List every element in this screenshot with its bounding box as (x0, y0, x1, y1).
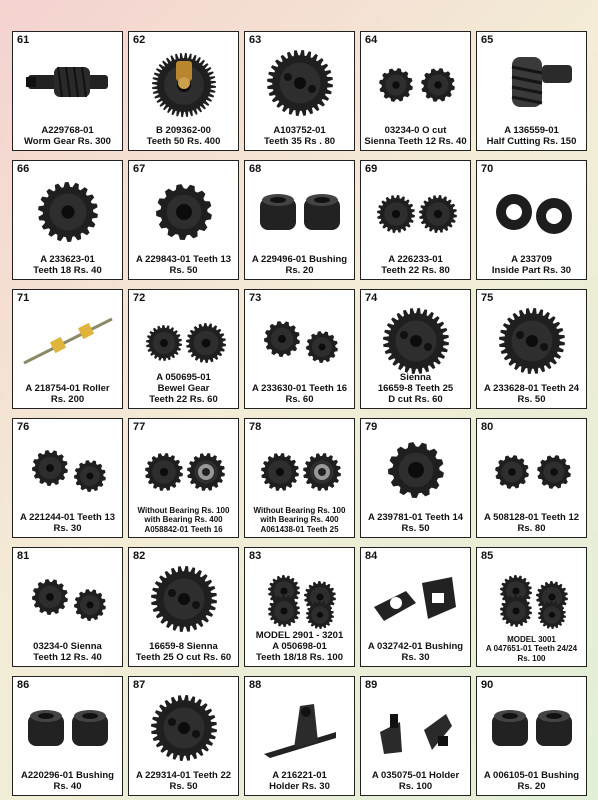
caption-line: Rs. 200 (50, 394, 85, 405)
item-number: 64 (365, 34, 378, 46)
item-number: 69 (365, 163, 378, 175)
item-number: 73 (249, 292, 262, 304)
product-card (476, 547, 587, 667)
product-card (128, 289, 239, 409)
bushing-pair-icon (245, 175, 354, 247)
caption-line: with Bearing Rs. 400 (144, 515, 223, 524)
item-caption (478, 383, 585, 405)
caption-line: A 233623-01 (40, 254, 95, 265)
caption-line: Worm Gear Rs. 300 (24, 136, 111, 147)
item-number: 68 (249, 163, 262, 175)
item-number: 70 (481, 163, 494, 175)
double-gear-pair-icon (245, 562, 354, 634)
caption-line: Rs. 40 (53, 781, 82, 792)
caption-line: Rs. 100 (398, 781, 433, 792)
product-card (360, 289, 471, 409)
item-caption (130, 125, 237, 147)
half-cutting-worm-icon (477, 46, 586, 118)
product-card (12, 160, 123, 280)
caption-line: A 032742-01 Bushing (367, 641, 464, 652)
product-card (360, 547, 471, 667)
caption-line: Bewel Gear (157, 383, 210, 394)
stepped-gear-pair-icon (13, 433, 122, 505)
item-caption (478, 254, 585, 276)
caption-line: Without Bearing Rs. 100 (253, 505, 346, 515)
caption-line: MODEL 2901 - 3201 (255, 630, 344, 641)
caption-line: Holder Rs. 30 (269, 781, 330, 792)
holder-bracket-icon (245, 691, 354, 763)
large-gear-icon (361, 304, 470, 376)
caption-line: A229768-01 (41, 125, 94, 136)
caption-line: D cut Rs. 60 (388, 394, 443, 405)
caption-line: Rs. 50 (169, 781, 198, 792)
product-card (128, 418, 239, 538)
bearing-gear-pair-icon (129, 433, 238, 505)
item-number: 84 (365, 550, 378, 562)
item-number: 88 (249, 679, 262, 691)
gear-with-brass-hub-icon (129, 46, 238, 118)
caption-line: A 216221-01 (272, 770, 327, 781)
caption-line: A 047651-01 Teeth 24/24 (485, 644, 578, 653)
holder-pair-icon (361, 691, 470, 763)
item-caption (362, 770, 469, 792)
caption-line: Rs. 50 (169, 265, 198, 276)
caption-line: A 221244-01 Teeth 13 (19, 512, 116, 523)
item-number: 61 (17, 34, 30, 46)
caption-line: A 233709 (511, 254, 552, 265)
product-card (244, 547, 355, 667)
caption-line: A103752-01 (273, 125, 326, 136)
caption-line: MODEL 3001 (507, 634, 556, 644)
item-caption (478, 635, 585, 664)
product-card (476, 160, 587, 280)
item-number: 90 (481, 679, 494, 691)
item-caption (362, 254, 469, 276)
item-caption (14, 512, 121, 534)
caption-line: A 233630-01 Teeth 16 (251, 383, 348, 394)
item-caption (362, 372, 469, 405)
caption-line: Sienna Teeth 12 Rs. 40 (364, 136, 467, 147)
item-caption (362, 125, 469, 147)
bracket-bushing-icon (361, 562, 470, 634)
caption-line: A 229496-01 Bushing (251, 254, 348, 265)
item-caption (14, 770, 121, 792)
product-card (12, 31, 123, 151)
item-caption (130, 770, 237, 792)
product-card (244, 289, 355, 409)
caption-line: Teeth 22 Rs. 80 (381, 265, 450, 276)
caption-line: A 218754-01 Roller (25, 383, 110, 394)
caption-line: Rs. 50 (517, 394, 546, 405)
caption-line: Inside Part Rs. 30 (491, 265, 572, 276)
item-caption (246, 506, 353, 535)
caption-line: A 006105-01 Bushing (483, 770, 580, 781)
caption-line: 16659-8 Teeth 25 (377, 383, 454, 394)
bevel-gear-icon (129, 304, 238, 376)
product-card (476, 31, 587, 151)
caption-line: Teeth 35 Rs . 80 (263, 136, 336, 147)
item-number: 65 (481, 34, 494, 46)
item-number: 72 (133, 292, 146, 304)
product-card (244, 31, 355, 151)
bushing-pair-icon (477, 691, 586, 763)
item-number: 75 (481, 292, 494, 304)
product-card (476, 289, 587, 409)
product-card (128, 676, 239, 796)
caption-line: Rs. 100 (517, 653, 546, 663)
caption-line: Teeth 50 Rs. 400 (146, 136, 221, 147)
caption-line: Rs. 20 (517, 781, 546, 792)
caption-line: A 050695-01 (156, 372, 211, 383)
product-card (128, 160, 239, 280)
item-caption (130, 641, 237, 663)
caption-line: Rs. 30 (401, 652, 430, 663)
caption-line: A 239781-01 Teeth 14 (367, 512, 464, 523)
product-card (12, 418, 123, 538)
large-gear-icon (245, 46, 354, 118)
caption-line: A 229314-01 Teeth 22 (135, 770, 232, 781)
caption-line: Sienna (399, 372, 432, 383)
pinion-gear-icon (361, 433, 470, 505)
product-card (244, 418, 355, 538)
item-number: 78 (249, 421, 262, 433)
item-caption (246, 630, 353, 663)
item-caption (14, 254, 121, 276)
caption-line: Teeth 18 Rs. 40 (33, 265, 102, 276)
caption-line: Rs. 20 (285, 265, 314, 276)
item-number: 71 (17, 292, 30, 304)
item-caption (130, 372, 237, 405)
product-card (360, 676, 471, 796)
item-caption (130, 506, 237, 535)
product-card (244, 160, 355, 280)
caption-line: with Bearing Rs. 400 (260, 515, 339, 524)
item-number: 87 (133, 679, 146, 691)
item-number: 80 (481, 421, 494, 433)
product-card (128, 547, 239, 667)
item-number: 67 (133, 163, 146, 175)
item-caption (362, 641, 469, 663)
caption-line: A 508128-01 Teeth 12 (483, 512, 580, 523)
caption-line: Teeth 18/18 Rs. 100 (256, 652, 343, 663)
item-number: 79 (365, 421, 378, 433)
caption-line: Rs. 80 (517, 523, 546, 534)
item-number: 89 (365, 679, 378, 691)
caption-line: Half Cutting Rs. 150 (486, 136, 577, 147)
caption-line: A 035075-01 Holder (371, 770, 460, 781)
stepped-gear-pair-icon (13, 562, 122, 634)
roller-shaft-icon (13, 304, 122, 376)
item-number: 82 (133, 550, 146, 562)
large-gear-icon (477, 304, 586, 376)
caption-line: A 229843-01 Teeth 13 (135, 254, 232, 265)
product-card (360, 160, 471, 280)
item-number: 66 (17, 163, 30, 175)
caption-line: A 233628-01 Teeth 24 (483, 383, 580, 394)
item-caption (362, 512, 469, 534)
item-number: 83 (249, 550, 262, 562)
caption-line: A 050698-01 (272, 641, 327, 652)
product-card (244, 676, 355, 796)
caption-line: A220296-01 Bushing (21, 770, 114, 781)
worm-gear-icon (13, 46, 122, 118)
product-card (12, 547, 123, 667)
inside-part-icon (477, 175, 586, 247)
stepped-gear-pair-icon (245, 304, 354, 376)
caption-line: 16659-8 Sienna (149, 641, 218, 652)
item-caption (14, 125, 121, 147)
item-caption (130, 254, 237, 276)
item-caption (14, 641, 121, 663)
item-number: 74 (365, 292, 378, 304)
caption-line: A 136559-01 (504, 125, 559, 136)
item-caption (246, 770, 353, 792)
item-caption (246, 383, 353, 405)
product-card (12, 289, 123, 409)
caption-line: A061438-01 Teeth 25 (260, 524, 339, 534)
item-number: 85 (481, 550, 494, 562)
bevel-gear-pair-icon (361, 175, 470, 247)
two-small-gears-icon (361, 46, 470, 118)
caption-line: A058842-01 Teeth 16 (144, 524, 223, 534)
caption-line: Teeth 25 O cut Rs. 60 (135, 652, 232, 663)
caption-line: A 226233-01 (388, 254, 443, 265)
product-card (360, 31, 471, 151)
item-number: 76 (17, 421, 30, 433)
product-card (476, 676, 587, 796)
product-card (128, 31, 239, 151)
spur-gear-icon (13, 175, 122, 247)
caption-line: Teeth 12 Rs. 40 (33, 652, 102, 663)
product-card (360, 418, 471, 538)
item-number: 63 (249, 34, 262, 46)
caption-line: Rs. 60 (285, 394, 314, 405)
caption-line: Without Bearing Rs. 100 (137, 505, 230, 515)
item-caption (478, 512, 585, 534)
item-caption (478, 770, 585, 792)
caption-line: Rs. 50 (401, 523, 430, 534)
item-number: 62 (133, 34, 146, 46)
bushing-pair-icon (13, 691, 122, 763)
caption-line: 03234-0 Sienna (33, 641, 102, 652)
product-card (476, 418, 587, 538)
two-small-gears-icon (477, 433, 586, 505)
pinion-gear-icon (129, 175, 238, 247)
caption-line: Rs. 30 (53, 523, 82, 534)
item-caption (14, 383, 121, 405)
parts-catalog-grid (12, 31, 587, 796)
double-gear-pair-icon (477, 562, 586, 634)
item-number: 77 (133, 421, 146, 433)
item-caption (246, 125, 353, 147)
caption-line: Teeth 22 Rs. 60 (149, 394, 218, 405)
bearing-gear-pair-icon (245, 433, 354, 505)
item-number: 86 (17, 679, 30, 691)
caption-line: 03234-0 O cut (384, 125, 447, 136)
caption-line: B 209362-00 (156, 125, 211, 136)
item-caption (246, 254, 353, 276)
item-number: 81 (17, 550, 30, 562)
large-gear-icon (129, 562, 238, 634)
item-caption (478, 125, 585, 147)
large-gear-icon (129, 691, 238, 763)
product-card (12, 676, 123, 796)
